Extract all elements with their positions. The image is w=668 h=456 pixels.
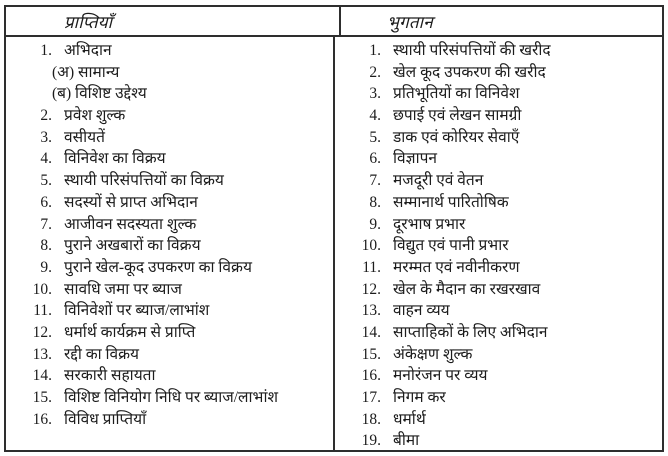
item-number: 12.	[32, 323, 52, 341]
item-number: 13.	[361, 302, 381, 320]
payments-list-item	[335, 148, 662, 170]
payments-list-item	[335, 83, 662, 105]
receipts-list-item	[6, 409, 333, 431]
item-number: 12.	[361, 280, 381, 298]
item-text: खेल कूद उपकरण की खरीद	[393, 63, 546, 81]
table-body-row	[6, 37, 662, 450]
item-text: सरकारी सहायता	[64, 367, 156, 385]
receipts-list-item	[6, 105, 333, 127]
item-number: 11.	[362, 258, 381, 276]
payments-list-item	[335, 62, 662, 84]
item-text: अंकेक्षण शुल्क	[393, 345, 473, 363]
item-number: 16.	[32, 410, 52, 428]
item-number: 13.	[32, 345, 52, 363]
item-number: 19.	[361, 432, 381, 450]
item-text: छपाई एवं लेखन सामग्री	[393, 107, 522, 125]
receipts-list-item	[6, 344, 333, 366]
receipts-list-item	[6, 235, 333, 257]
item-text: वसीयतें	[64, 128, 105, 146]
receipts-list-item	[6, 279, 333, 301]
payments-header-label: भुगतान	[387, 12, 433, 32]
payments-list-item	[335, 365, 662, 387]
item-text: विविध प्राप्तियाँ	[64, 410, 147, 428]
item-text: विनिवेश का विक्रय	[64, 150, 166, 168]
item-number: 1.	[369, 42, 381, 59]
item-text: विशिष्ट विनियोग निधि पर ब्याज/लाभांश	[64, 389, 279, 406]
item-text: निगम कर	[393, 389, 446, 406]
item-text: आजीवन सदस्यता शुल्क	[64, 215, 197, 233]
item-number: 14.	[32, 367, 52, 385]
receipts-list-item	[6, 192, 333, 214]
item-number: 6.	[369, 150, 381, 168]
receipts-list-item	[6, 365, 333, 387]
item-number: 4.	[40, 150, 52, 168]
item-number: 15.	[361, 345, 381, 363]
payments-list-item	[335, 127, 662, 149]
receipts-list-item	[6, 148, 333, 170]
receipts-list-item	[6, 387, 333, 409]
payments-list-item	[335, 387, 662, 409]
payments-column	[333, 37, 662, 450]
item-number: 16.	[361, 367, 381, 385]
item-text: सम्मानार्थ पारितोषिक	[393, 193, 509, 211]
receipts-header-label: प्राप्तियाँ	[64, 12, 113, 32]
receipts-column-header	[6, 7, 339, 35]
item-text: पुराने अखबारों का विक्रय	[64, 237, 201, 255]
payments-list-item	[335, 257, 662, 279]
receipts-list-item	[6, 257, 333, 279]
receipts-list-item	[6, 40, 333, 62]
item-number: 9.	[369, 215, 381, 233]
item-text: (ब) विशिष्ट उद्देश्य	[52, 85, 147, 103]
payments-list-item	[335, 105, 662, 127]
item-text: (अ) सामान्य	[52, 63, 120, 81]
item-text: विद्युत एवं पानी प्रभार	[393, 237, 509, 255]
item-text: विज्ञापन	[393, 150, 437, 168]
item-number: 11.	[33, 302, 52, 320]
item-text: खेल के मैदान का रखरखाव	[393, 280, 541, 298]
receipts-list-item	[6, 62, 333, 84]
payments-list-item	[335, 40, 662, 62]
item-number: 8.	[40, 237, 52, 255]
payments-list-item	[335, 235, 662, 257]
receipts-list-item	[6, 170, 333, 192]
item-number: 9.	[40, 258, 52, 276]
item-number: 2.	[40, 107, 52, 125]
item-text: प्रतिभूतियों का विनिवेश	[393, 85, 520, 103]
payments-list-item	[335, 409, 662, 431]
item-number: 8.	[369, 193, 381, 211]
item-text: बीमा	[393, 432, 420, 450]
receipts-list-item	[6, 322, 333, 344]
payments-list-item	[335, 322, 662, 344]
item-number: 3.	[369, 85, 381, 103]
payments-list-item	[335, 192, 662, 214]
item-number: 10.	[32, 280, 52, 298]
item-text: धर्मार्थ	[393, 410, 426, 428]
payments-list-item	[335, 300, 662, 322]
item-number: 5.	[369, 128, 381, 146]
item-number: 7.	[40, 215, 52, 233]
item-number: 4.	[369, 107, 381, 125]
payments-list-item	[335, 170, 662, 192]
payments-list-item	[335, 344, 662, 366]
item-text: सदस्यों से प्राप्त अभिदान	[64, 193, 198, 211]
item-text: रद्दी का विक्रय	[64, 345, 140, 363]
receipts-payments-table	[4, 5, 664, 452]
item-text: विनिवेशों पर ब्याज/लाभांश	[64, 302, 210, 320]
item-number: 7.	[369, 172, 381, 190]
item-text: मरम्मत एवं नवीनीकरण	[393, 258, 520, 276]
receipts-column	[6, 37, 333, 450]
item-text: वाहन व्यय	[393, 302, 450, 320]
item-number: 5.	[40, 172, 52, 190]
payments-column-header	[339, 7, 662, 35]
item-text: साप्ताहिकों के लिए अभिदान	[393, 323, 548, 341]
item-number: 15.	[32, 389, 52, 406]
item-number: 10.	[361, 237, 381, 255]
item-number: 18.	[361, 410, 381, 428]
item-text: स्थायी परिसंपत्तियों का विक्रय	[64, 172, 224, 190]
item-number: 1.	[40, 42, 52, 59]
table-header-row	[6, 7, 662, 37]
receipts-list-item	[6, 83, 333, 105]
item-text: स्थायी परिसंपत्तियों की खरीद	[393, 42, 551, 59]
receipts-list-item	[6, 214, 333, 236]
item-text: दूरभाष प्रभार	[393, 215, 466, 233]
item-number: 6.	[40, 193, 52, 211]
item-number: 2.	[369, 63, 381, 81]
receipts-list-item	[6, 300, 333, 322]
item-text: मनोरंजन पर व्यय	[393, 367, 488, 385]
item-number: 17.	[361, 389, 381, 406]
item-text: डाक एवं कोरियर सेवाएँ	[393, 128, 520, 146]
payments-list-item	[335, 279, 662, 301]
payments-list-item	[335, 430, 662, 450]
item-text: पुराने खेल-कूद उपकरण का विक्रय	[64, 258, 252, 276]
item-text: अभिदान	[64, 42, 112, 59]
receipts-list-item	[6, 127, 333, 149]
payments-list-item	[335, 214, 662, 236]
item-number: 14.	[361, 323, 381, 341]
item-text: प्रवेश शुल्क	[64, 107, 126, 125]
item-text: सावधि जमा पर ब्याज	[64, 280, 182, 298]
item-text: मजदूरी एवं वेतन	[393, 172, 484, 190]
item-number: 3.	[40, 128, 52, 146]
item-text: धर्मार्थ कार्यक्रम से प्राप्ति	[64, 323, 196, 341]
